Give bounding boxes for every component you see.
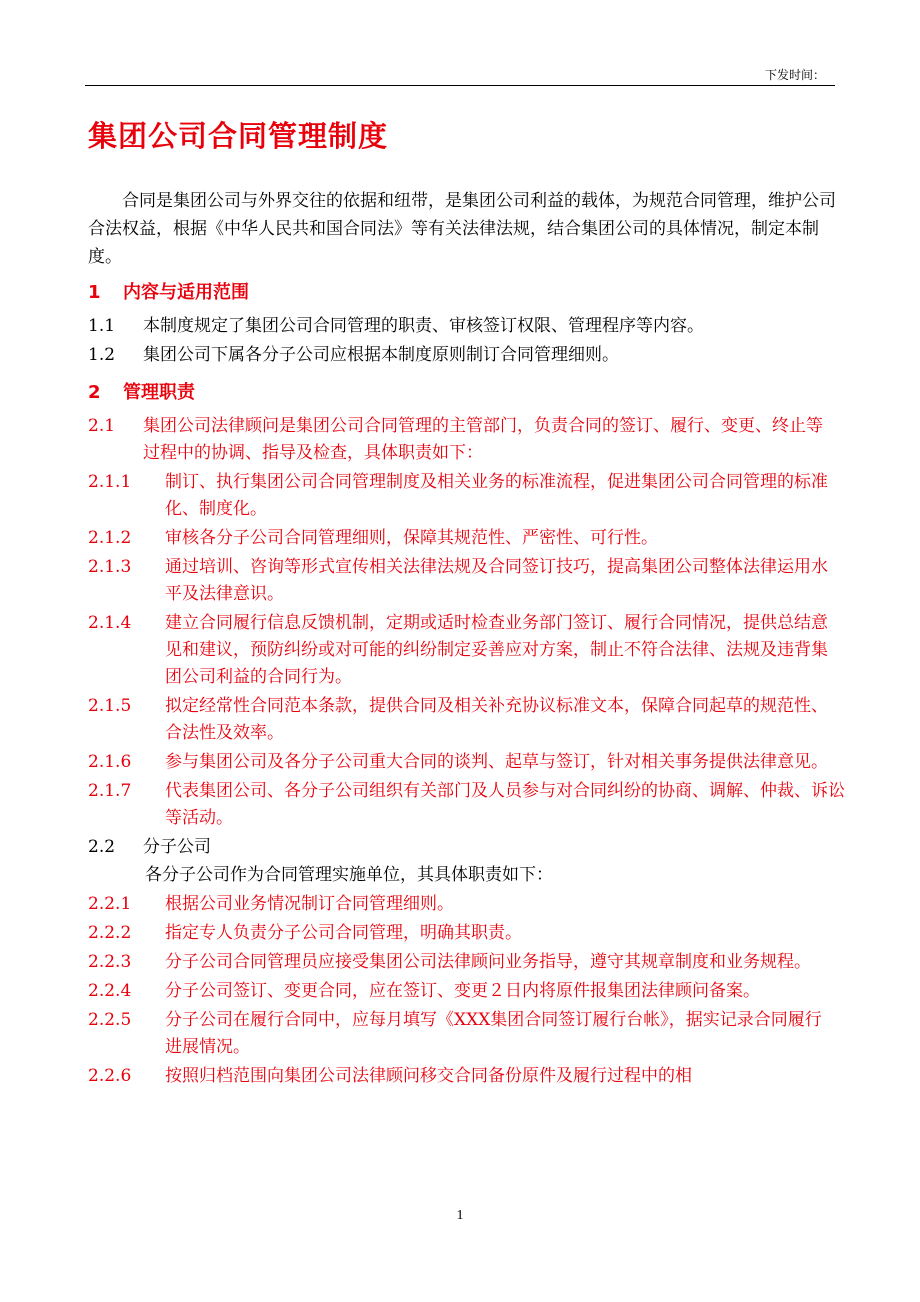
item-text: 分子公司 bbox=[143, 837, 211, 857]
section-number: 1 bbox=[88, 282, 101, 303]
list-item bbox=[88, 978, 848, 1005]
item-number: 2.2.5 bbox=[88, 1010, 132, 1030]
item-text: 集团公司下属各分子公司应根据本制度原则制订合同管理细则。 bbox=[143, 345, 619, 365]
page-number: 1 bbox=[456, 1208, 464, 1223]
item-number: 2.1.1 bbox=[88, 472, 132, 492]
section-title: 管理职责 bbox=[123, 382, 195, 403]
item-text: 代表集团公司、各分子公司组织有关部门及人员参与对合同纠纷的协商、调解、仲裁、诉讼等活动。 bbox=[165, 781, 845, 828]
list-item bbox=[88, 342, 848, 369]
list-item bbox=[88, 949, 848, 976]
item-text: 通过培训、咨询等形式宣传相关法律法规及合同签订技巧，提高集团公司整体法律运用水平及法律意识。 bbox=[165, 557, 828, 604]
section-heading-1 bbox=[88, 277, 848, 309]
list-item bbox=[88, 313, 848, 340]
list-item bbox=[88, 413, 848, 467]
item-text: 分子公司在履行合同中，应每月填写《XXX集团合同签订履行台帐》，据实记录合同履行进展情况。 bbox=[165, 1010, 822, 1057]
document-body bbox=[88, 187, 848, 1090]
item-text: 分子公司合同管理员应接受集团公司法律顾问业务指导，遵守其规章制度和业务规程。 bbox=[165, 952, 811, 972]
item-number: 2.1.7 bbox=[88, 781, 132, 801]
item-number: 2.1 bbox=[88, 416, 116, 436]
section-heading-2 bbox=[88, 377, 848, 409]
item-number: 2.1.3 bbox=[88, 557, 132, 577]
item-text: 指定专人负责分子公司合同管理，明确其职责。 bbox=[165, 923, 522, 943]
list-item bbox=[88, 834, 848, 861]
item-number: 2.2.4 bbox=[88, 981, 132, 1001]
item-number: 1.1 bbox=[88, 316, 116, 336]
item-number: 1.2 bbox=[88, 345, 116, 365]
list-item bbox=[88, 525, 848, 552]
list-item bbox=[88, 778, 848, 832]
intro-paragraph: 合同是集团公司与外界交往的依据和纽带，是集团公司利益的载体，为规范合同管理，维护公司合法权益，根据《中华人民共和国合同法》等有关法律法规，结合集团公司的具体情况，制定本制度。 bbox=[88, 191, 836, 267]
item-text: 本制度规定了集团公司合同管理的职责、审核签订权限、管理程序等内容。 bbox=[143, 316, 704, 336]
item-number: 2.1.2 bbox=[88, 528, 132, 548]
subsection-intro: 各分子公司作为合同管理实施单位，其具体职责如下： bbox=[145, 865, 553, 885]
item-text: 分子公司签订、变更合同，应在签订、变更２日内将原件报集团法律顾问备案。 bbox=[165, 981, 760, 1001]
list-item bbox=[88, 1007, 848, 1061]
item-text: 建立合同履行信息反馈机制，定期或适时检查业务部门签订、履行合同情况，提供总结意见和建议，预防纠纷或对可能的纠纷制定妥善应对方案，制止不符合法律、法规及违背集团公司利益的合同行为。 bbox=[165, 613, 828, 687]
section-title: 内容与适用范围 bbox=[123, 282, 249, 303]
item-text: 根据公司业务情况制订合同管理细则。 bbox=[165, 894, 454, 914]
issue-time-label: 下发时间： bbox=[764, 68, 825, 82]
list-item bbox=[88, 610, 848, 691]
list-item bbox=[88, 554, 848, 608]
item-number: 2.2.3 bbox=[88, 952, 132, 972]
list-item bbox=[88, 1063, 848, 1090]
item-number: 2.1.5 bbox=[88, 696, 132, 716]
item-number: 2.2 bbox=[88, 837, 116, 857]
item-number: 2.1.6 bbox=[88, 752, 132, 772]
item-text: 按照归档范围向集团公司法律顾问移交合同备份原件及履行过程中的相 bbox=[165, 1066, 692, 1086]
section-number: 2 bbox=[88, 382, 101, 403]
item-number: 2.2.6 bbox=[88, 1066, 132, 1086]
item-text: 拟定经常性合同范本条款，提供合同及相关补充协议标准文本，保障合同起草的规范性、合法性及效率。 bbox=[165, 696, 828, 743]
item-text: 审核各分子公司合同管理细则，保障其规范性、严密性、可行性。 bbox=[165, 528, 658, 548]
item-text: 集团公司法律顾问是集团公司合同管理的主管部门，负责合同的签订、履行、变更、终止等过程中的协调、指导及检查，具体职责如下： bbox=[143, 416, 823, 463]
document-title: 集团公司合同管理制度 bbox=[88, 119, 389, 153]
item-number: 2.1.4 bbox=[88, 613, 132, 633]
item-text: 参与集团公司及各分子公司重大合同的谈判、起草与签订，针对相关事务提供法律意见。 bbox=[165, 752, 828, 772]
list-item bbox=[88, 469, 848, 523]
item-number: 2.2.2 bbox=[88, 923, 132, 943]
list-item bbox=[88, 920, 848, 947]
list-item bbox=[88, 891, 848, 918]
list-item bbox=[88, 693, 848, 747]
item-number: 2.2.1 bbox=[88, 894, 132, 914]
header-divider bbox=[85, 85, 835, 86]
item-text: 制订、执行集团公司合同管理制度及相关业务的标准流程，促进集团公司合同管理的标准化、制度化。 bbox=[165, 472, 828, 519]
list-item bbox=[88, 749, 848, 776]
